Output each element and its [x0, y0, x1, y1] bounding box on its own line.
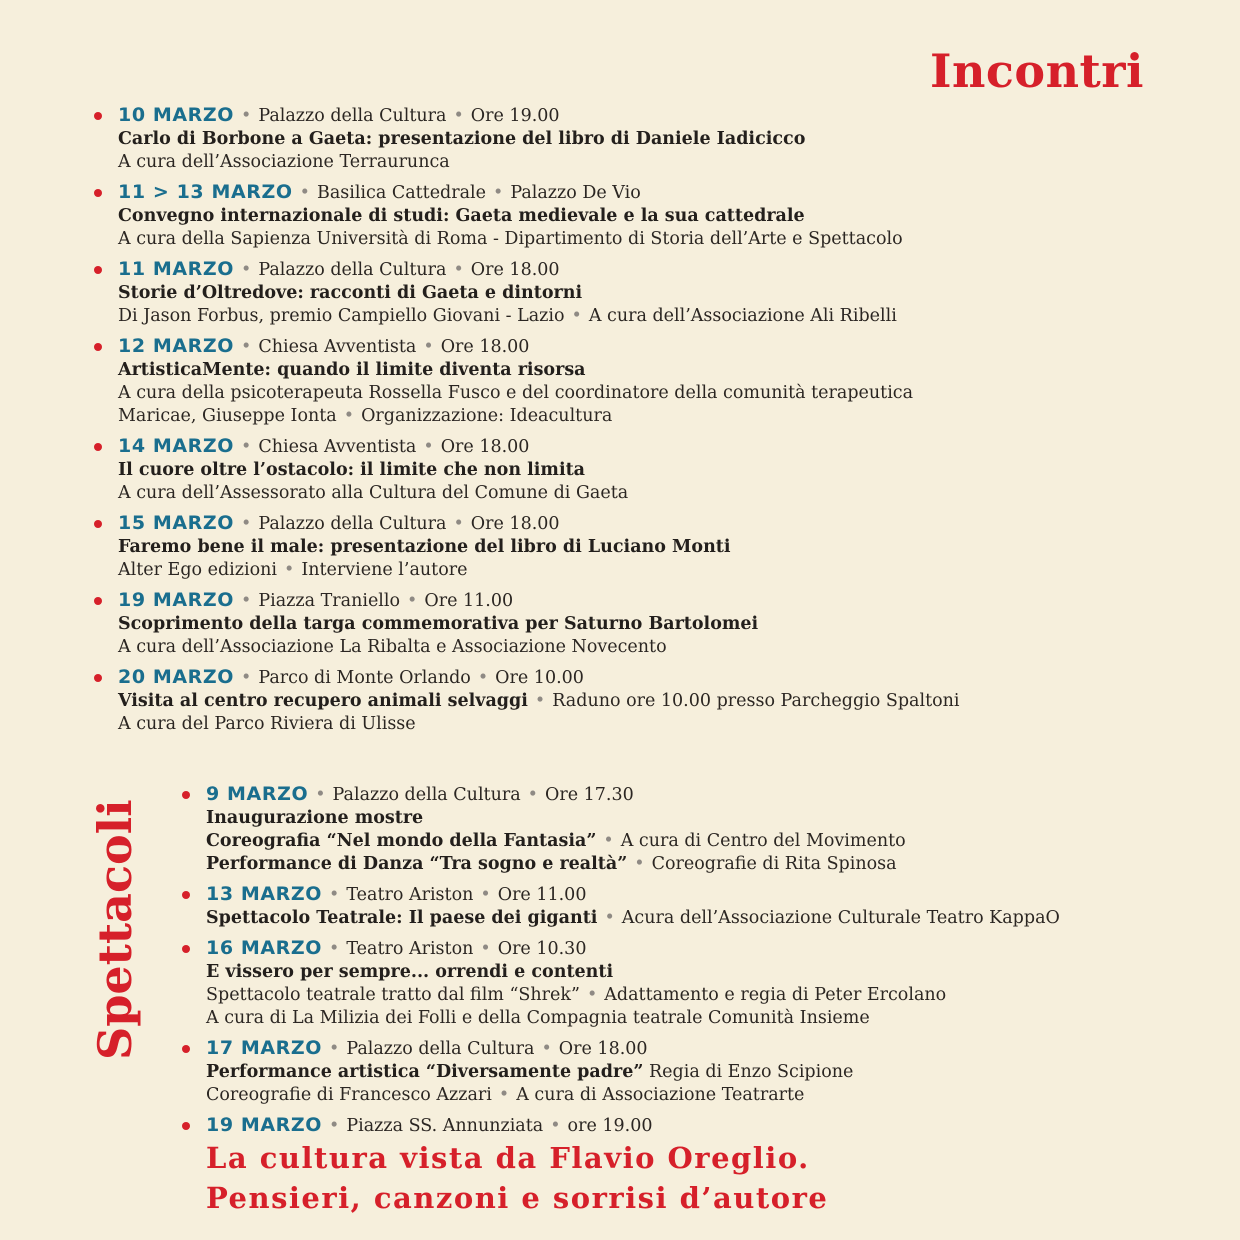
event-venue: Teatro Ariston — [346, 939, 474, 959]
event-title: Convegno internazionale di studi: Gaeta medievale e la sua cattedrale — [118, 206, 805, 226]
event-title: Faremo bene il male: presentazione del libro di Luciano Monti — [118, 537, 731, 557]
event-date: 10 MARZO — [118, 104, 235, 126]
event-note: A cura dell’Associazione Terraurunca — [118, 152, 450, 172]
event-item: 19 MARZO • Piazza SS. Annunziata • ore 19.00 La cultura vista da Flavio Oreglio. Pensieri, canzoni e sorrisi d’autore — [182, 1114, 1202, 1218]
event-title: Coreografia “Nel mondo della Fantasia” — [206, 831, 597, 851]
event-title: E vissero per sempre... orrendi e contenti — [206, 962, 614, 982]
event-venue-2: Palazzo De Vio — [510, 183, 641, 203]
event-note: A cura dell’Associazione Ali Ribelli — [588, 306, 897, 326]
spettacoli-heading: Spettacoli — [88, 799, 142, 1060]
event-item: 15 MARZO • Palazzo della Cultura • Ore 18.00 Faremo bene il male: presentazione del libro di Luciano Monti Alter Ego edizioni • Interviene l’autore — [94, 512, 1194, 582]
event-venue: Basilica Cattedrale — [316, 183, 487, 203]
bullet-icon — [94, 520, 102, 528]
event-item: 19 MARZO • Piazza Traniello • Ore 11.00 Scoprimento della targa commemorativa per Saturno Bartolomei A cura dell’Associazione La Ribalta e Associazione Novecento — [94, 589, 1194, 659]
bullet-icon — [182, 791, 190, 799]
event-time: Ore 18.00 — [558, 1039, 648, 1059]
event-date: 19 MARZO — [118, 589, 235, 611]
event-venue: Palazzo della Cultura — [258, 106, 447, 126]
bullet-icon — [94, 189, 102, 197]
event-note: A cura dell’Assessorato alla Cultura del Comune di Gaeta — [118, 483, 629, 503]
event-venue: Palazzo della Cultura — [346, 1039, 535, 1059]
event-venue: Chiesa Avventista — [258, 437, 417, 457]
event-note: A cura di La Milizia dei Folli e della Compagnia teatrale Comunità Insieme — [206, 1008, 870, 1028]
event-time: Ore 11.00 — [497, 885, 587, 905]
event-item: 13 MARZO • Teatro Ariston • Ore 11.00 Spettacolo Teatrale: Il paese dei giganti • Acura dell’Associazione Culturale Teatro KappaO — [182, 883, 1202, 930]
event-time: Ore 18.00 — [440, 437, 530, 457]
event-note: Regia di Enzo Scipione — [648, 1062, 854, 1082]
event-date: 16 MARZO — [206, 937, 323, 959]
event-headline: Pensieri, canzoni e sorrisi d’autore — [206, 1181, 829, 1215]
bullet-icon — [182, 945, 190, 953]
event-title: Storie d’Oltredove: racconti di Gaeta e dintorni — [118, 283, 583, 303]
event-item: 10 MARZO • Palazzo della Cultura • Ore 19.00 Carlo di Borbone a Gaeta: presentazione del libro di Daniele Iadicicco A cura dell’Associazione Terraurunca — [94, 104, 1194, 174]
event-headline: La cultura vista da Flavio Oreglio. — [206, 1141, 810, 1175]
event-title: ArtisticaMente: quando il limite diventa risorsa — [118, 360, 586, 380]
event-title: Carlo di Borbone a Gaeta: presentazione del libro di Daniele Iadicicco — [118, 129, 806, 149]
event-note: Coreografie di Francesco Azzari — [206, 1085, 492, 1105]
event-note: A cura di Associazione Teatrarte — [516, 1085, 805, 1105]
incontri-heading: Incontri — [929, 44, 1144, 98]
event-note: Acura dell’Associazione Culturale Teatro KappaO — [621, 908, 1060, 928]
event-title: Spettacolo Teatrale: Il paese dei giganti — [206, 908, 598, 928]
event-title: Visita al centro recupero animali selvaggi — [118, 691, 528, 711]
event-title: Il cuore oltre l’ostacolo: il limite che non limita — [118, 460, 586, 480]
event-item: 14 MARZO • Chiesa Avventista • Ore 18.00 Il cuore oltre l’ostacolo: il limite che non limita A cura dell’Assessorato alla Cultura del Comune di Gaeta — [94, 435, 1194, 505]
event-title: Performance artistica “Diversamente padre” — [206, 1062, 644, 1082]
event-item: 12 MARZO • Chiesa Avventista • Ore 18.00 ArtisticaMente: quando il limite diventa risorsa A cura della psicoterapeuta Rossella Fusco e del coordinatore della comunità terapeutica Maricae, Giuseppe Ionta • Organizzazione: Ideacultura — [94, 335, 1194, 428]
event-time: Ore 18.00 — [470, 514, 560, 534]
event-note: Organizzazione: Ideacultura — [361, 406, 613, 426]
event-item: 11 > 13 MARZO • Basilica Cattedrale • Palazzo De Vio Convegno internazionale di studi: Gaeta medievale e la sua cattedrale A cura della Sapienza Università di Roma - Dipartimento di Storia dell’Arte e Spettacolo — [94, 181, 1194, 251]
event-item: 9 MARZO • Palazzo della Cultura • Ore 17.30 Inaugurazione mostre Coreografia “Nel mondo della Fantasia” • A cura di Centro del Movimento Performance di Danza “Tra sogno e realtà” • Coreografie di Rita Spinosa — [182, 783, 1202, 876]
bullet-icon — [94, 597, 102, 605]
event-note: Interviene l’autore — [301, 560, 468, 580]
event-date: 15 MARZO — [118, 512, 235, 534]
event-note: Adattamento e regia di Peter Ercolano — [604, 985, 947, 1005]
spettacoli-list — [182, 783, 1202, 1225]
event-item: 11 MARZO • Palazzo della Cultura • Ore 18.00 Storie d’Oltredove: racconti di Gaeta e dintorni Di Jason Forbus, premio Campiello Giovani - Lazio • A cura dell’Associazione Ali Ribelli — [94, 258, 1194, 328]
event-time: Ore 10.00 — [495, 668, 584, 688]
event-note: Raduno ore 10.00 presso Parcheggio Spaltoni — [552, 691, 960, 711]
event-date: 12 MARZO — [118, 335, 235, 357]
event-date: 17 MARZO — [206, 1037, 323, 1059]
bullet-icon — [182, 891, 190, 899]
event-venue: Palazzo della Cultura — [332, 785, 521, 805]
event-note: A cura della Sapienza Università di Roma - Dipartimento di Storia dell’Arte e Spettacolo — [118, 229, 903, 249]
event-note: Di Jason Forbus, premio Campiello Giovani - Lazio — [118, 306, 565, 326]
event-item: 16 MARZO • Teatro Ariston • Ore 10.30 E vissero per sempre... orrendi e contenti Spettacolo teatrale tratto dal film “Shrek” • Adattamento e regia di Peter Ercolano A cura di La Milizia dei Folli e della Compagnia teatrale Comunità Insieme — [182, 937, 1202, 1030]
bullet-icon — [94, 674, 102, 682]
event-time: ore 19.00 — [567, 1116, 653, 1136]
event-time: Ore 11.00 — [424, 591, 514, 611]
event-date: 20 MARZO — [118, 666, 235, 688]
event-time: Ore 10.30 — [497, 939, 587, 959]
event-time: Ore 19.00 — [470, 106, 560, 126]
incontri-list — [94, 104, 1194, 743]
bullet-icon — [94, 443, 102, 451]
event-date: 9 MARZO — [206, 783, 309, 805]
event-note: A cura del Parco Riviera di Ulisse — [118, 714, 416, 734]
bullet-icon — [94, 343, 102, 351]
event-note: Alter Ego edizioni — [118, 560, 278, 580]
event-title: Performance di Danza “Tra sogno e realtà” — [206, 854, 628, 874]
event-venue: Chiesa Avventista — [258, 337, 417, 357]
event-item: 17 MARZO • Palazzo della Cultura • Ore 18.00 Performance artistica “Diversamente padre” Regia di Enzo Scipione Coreografie di Francesco Azzari • A cura di Associazione Teatrarte — [182, 1037, 1202, 1107]
event-venue: Palazzo della Cultura — [258, 514, 447, 534]
event-date: 14 MARZO — [118, 435, 235, 457]
event-date: 11 > 13 MARZO — [118, 181, 293, 203]
event-venue: Piazza Traniello — [258, 591, 401, 611]
event-note: A cura dell’Associazione La Ribalta e Associazione Novecento — [118, 637, 667, 657]
event-date: 19 MARZO — [206, 1114, 323, 1136]
event-venue: Teatro Ariston — [346, 885, 474, 905]
event-title: Inaugurazione mostre — [206, 808, 424, 828]
event-venue: Piazza SS. Annunziata — [346, 1116, 544, 1136]
event-date: 11 MARZO — [118, 258, 235, 280]
event-note: A cura della psicoterapeuta Rossella Fusco e del coordinatore della comunità terapeutica — [118, 383, 914, 403]
event-venue: Palazzo della Cultura — [258, 260, 447, 280]
event-time: Ore 17.30 — [544, 785, 634, 805]
event-note: Spettacolo teatrale tratto dal film “Shrek” — [206, 985, 580, 1005]
event-time: Ore 18.00 — [470, 260, 560, 280]
event-time: Ore 18.00 — [440, 337, 530, 357]
event-date: 13 MARZO — [206, 883, 323, 905]
event-note: A cura di Centro del Movimento — [620, 831, 906, 851]
event-venue: Parco di Monte Orlando — [258, 668, 471, 688]
bullet-icon — [94, 112, 102, 120]
bullet-icon — [182, 1045, 190, 1053]
bullet-icon — [94, 266, 102, 274]
event-item: 20 MARZO • Parco di Monte Orlando • Ore 10.00 Visita al centro recupero animali selvaggi • Raduno ore 10.00 presso Parcheggio Spaltoni A cura del Parco Riviera di Ulisse — [94, 666, 1194, 736]
event-title: Scoprimento della targa commemorativa per Saturno Bartolomei — [118, 614, 759, 634]
event-note: Maricae, Giuseppe Ionta — [118, 406, 337, 426]
event-note: Coreografie di Rita Spinosa — [651, 854, 897, 874]
bullet-icon — [182, 1122, 190, 1130]
